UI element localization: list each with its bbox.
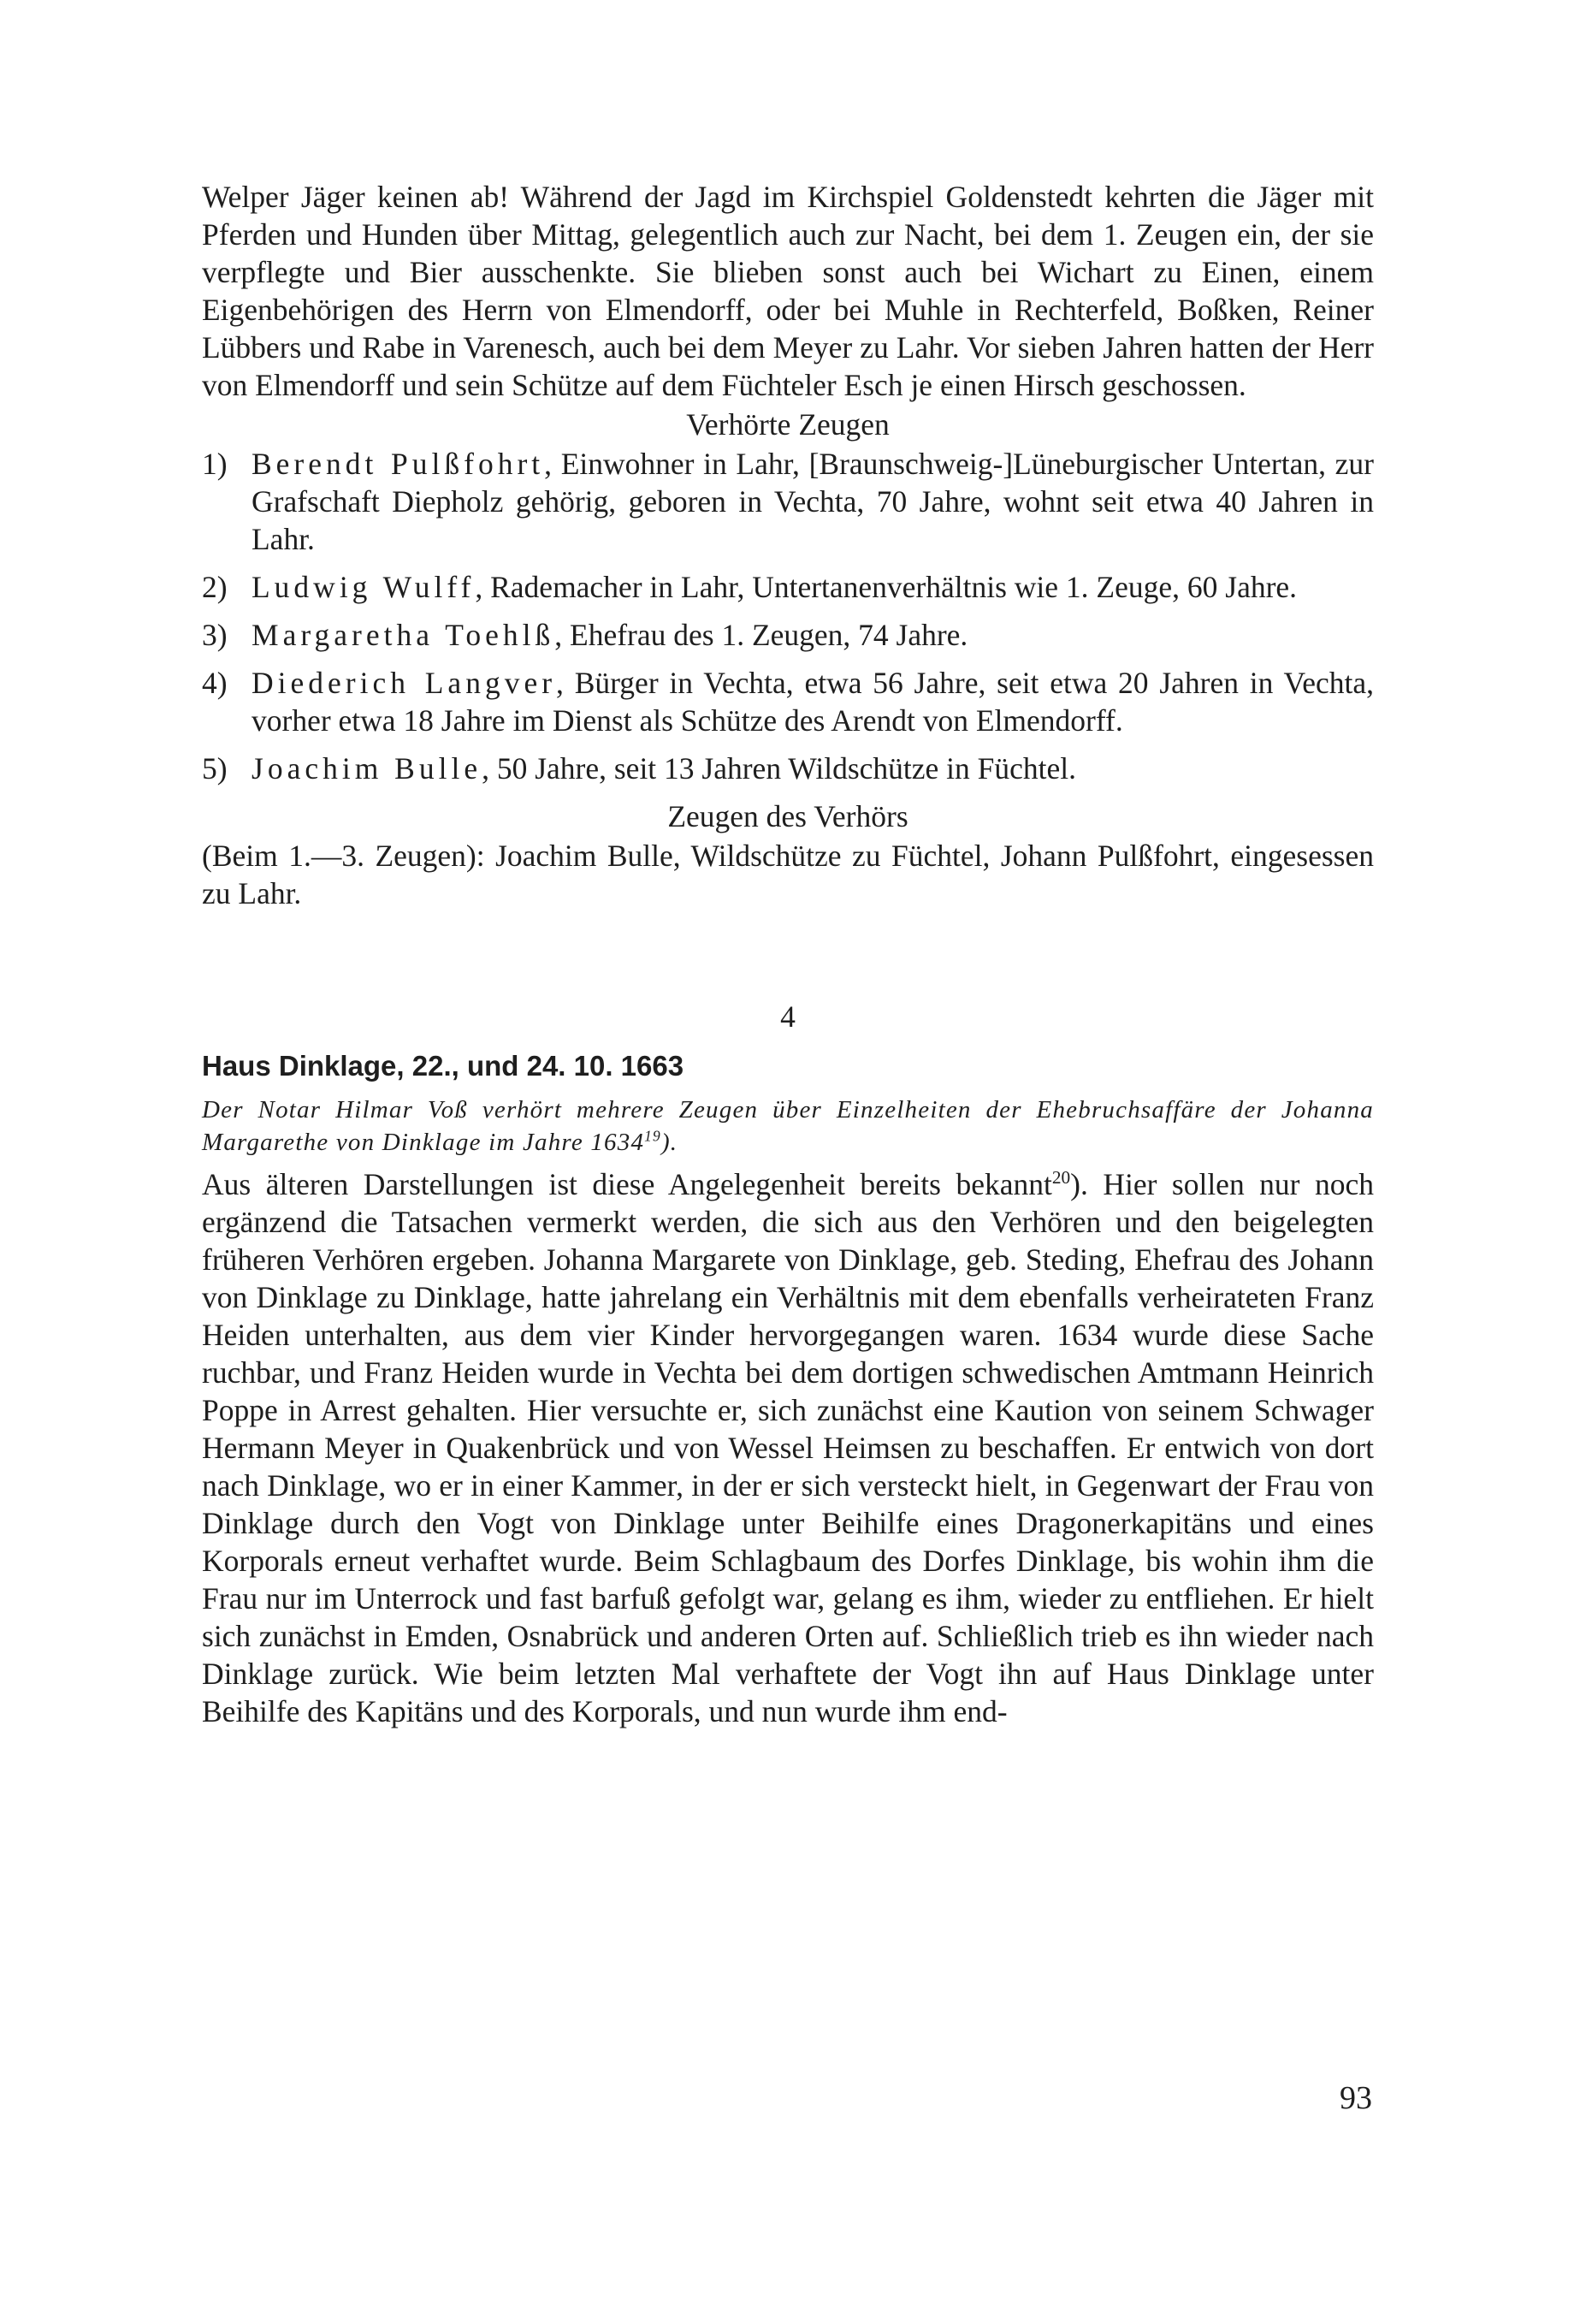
body-start: Aus älteren Darstellungen ist diese Angelegenheit bereits bekannt — [202, 1167, 1052, 1201]
witness-item — [202, 750, 1374, 787]
witness-number: 2) — [202, 570, 228, 604]
witness-text — [252, 750, 1374, 787]
witness-number: 1) — [202, 447, 228, 481]
witness-name: Joachim Bulle — [252, 751, 482, 786]
witness-text — [252, 445, 1374, 558]
witness-text — [252, 568, 1374, 606]
witness-item — [202, 445, 1374, 558]
abstract-end: ). — [660, 1129, 678, 1156]
witness-list — [202, 445, 1374, 787]
footnote-ref: 20 — [1051, 1167, 1071, 1189]
abstract-text: Der Notar Hilmar Voß verhört mehrere Zeugen über Einzelheiten der Ehebruchsaffäre der Johanna Margarethe von Dinklage im Jahre 1634 — [202, 1096, 1374, 1156]
hearing-witnesses-heading: Zeugen des Verhörs — [667, 799, 908, 833]
witness-number: 5) — [202, 751, 228, 786]
section-number: 4 — [780, 999, 796, 1034]
hearing-witnesses-text: (Beim 1.—3. Zeugen): Joachim Bulle, Wildschütze zu Füchtel, Johann Pulßfohrt, eingesessen zu Lahr. — [202, 839, 1374, 910]
witness-item — [202, 664, 1374, 739]
continuation-paragraph: Welper Jäger keinen ab! Während der Jagd im Kirchspiel Goldenstedt kehrten die Jäger mit Pferden und Hunden über Mittag, gelegentlich auch zur Nacht, bei dem 1. Zeugen ein, der sie verpflegte und Bier ausschenkte. Sie blieben sonst auch bei Wichart zu Einen, einem Eigenbehörigen des Herrn von Elmendorff, oder bei Muhle in Rechterfeld, Boßken, Reiner Lübbers und Rabe in Varenesch, auch bei dem Meyer zu Lahr. Vor sieben Jahren hatten der Herr von Elmendorff und sein Schütze auf dem Füchteler Esch je einen Hirsch geschossen. — [202, 180, 1374, 402]
witness-details: , 50 Jahre, seit 13 Jahren Wildschütze in Füchtel. — [482, 751, 1077, 786]
witness-number: 4) — [202, 666, 228, 700]
section-abstract — [202, 1094, 1374, 1159]
witness-name: Berendt Pulßfohrt — [252, 447, 545, 481]
witness-name: Margaretha Toehlß — [252, 618, 555, 652]
witness-name: Diederich Langver — [252, 666, 557, 700]
page-number: 93 — [1340, 2080, 1372, 2116]
footnote-ref: 19 — [644, 1127, 661, 1145]
witness-number: 3) — [202, 618, 228, 652]
witness-name: Ludwig Wulff — [252, 570, 476, 604]
section-body — [202, 1165, 1374, 1730]
witness-text — [252, 616, 1374, 654]
witness-details: , Rademacher in Lahr, Untertanenverhältnis wie 1. Zeuge, 60 Jahre. — [475, 570, 1298, 604]
page-content — [202, 178, 1374, 1730]
witness-details: , Bürger in Vechta, etwa 56 Jahre, seit etwa 20 Jahren in Vechta, vorher etwa 18 Jahre im Dienst als Schütze des Arendt von Elmendorff. — [252, 666, 1374, 738]
witness-details: , Einwohner in Lahr, [Braunschweig-]Lüneburgischer Untertan, zur Grafschaft Diepholz gehörig, geboren in Vechta, 70 Jahre, wohnt seit etwa 40 Jahren in Lahr. — [252, 447, 1374, 556]
witness-item — [202, 616, 1374, 654]
witnesses-heading: Verhörte Zeugen — [686, 407, 890, 442]
section-title: Haus Dinklage, 22., und 24. 10. 1663 — [202, 1050, 684, 1082]
witness-details: , Ehefrau des 1. Zeugen, 74 Jahre. — [554, 618, 968, 652]
body-rest: ). Hier sollen nur noch ergänzend die Tatsachen vermerkt werden, die sich aus den Verhören und den beigelegten früheren Verhören ergeben. Johanna Margarete von Dinklage, geb. Steding, Ehefrau des Johann von Dinklage zu Dinklage, hatte jahrelang ein Verhältnis mit dem ebenfalls verheirateten Franz Heiden unterhalten, aus dem vier Kinder hervorgegangen waren. 1634 wurde diese Sache ruchbar, und Franz Heiden wurde in Vechta bei dem dortigen schwedischen Amtmann Heinrich Poppe in Arrest gehalten. Hier versuchte er, sich zunächst eine Kaution von seinem Schwager Hermann Meyer in Quakenbrück und von Wessel Heimsen zu beschaffen. Er entwich von dort nach Dinklage, wo er in einer Kammer, in der er sich versteckt hielt, in Gegenwart der Frau von Dinklage durch den Vogt von Dinklage unter Beihilfe eines Dragonerkapitäns und eines Korporals erneut verhaftet wurde. Beim Schlagbaum des Dorfes Dinklage, bis wohin ihm die Frau nur im Unterrock und fast barfuß gefolgt war, gelang es ihm, wieder zu entfliehen. Er hielt sich zunächst in Emden, Osnabrück und anderen Orten auf. Schließlich trieb es ihn wieder nach Dinklage zurück. Wie beim letzten Mal verhaftete der Vogt ihn auf Haus Dinklage unter Beihilfe des Kapitäns und des Korporals, und nun wurde ihm end- — [202, 1167, 1374, 1728]
witness-item — [202, 568, 1374, 606]
witness-text — [252, 664, 1374, 739]
